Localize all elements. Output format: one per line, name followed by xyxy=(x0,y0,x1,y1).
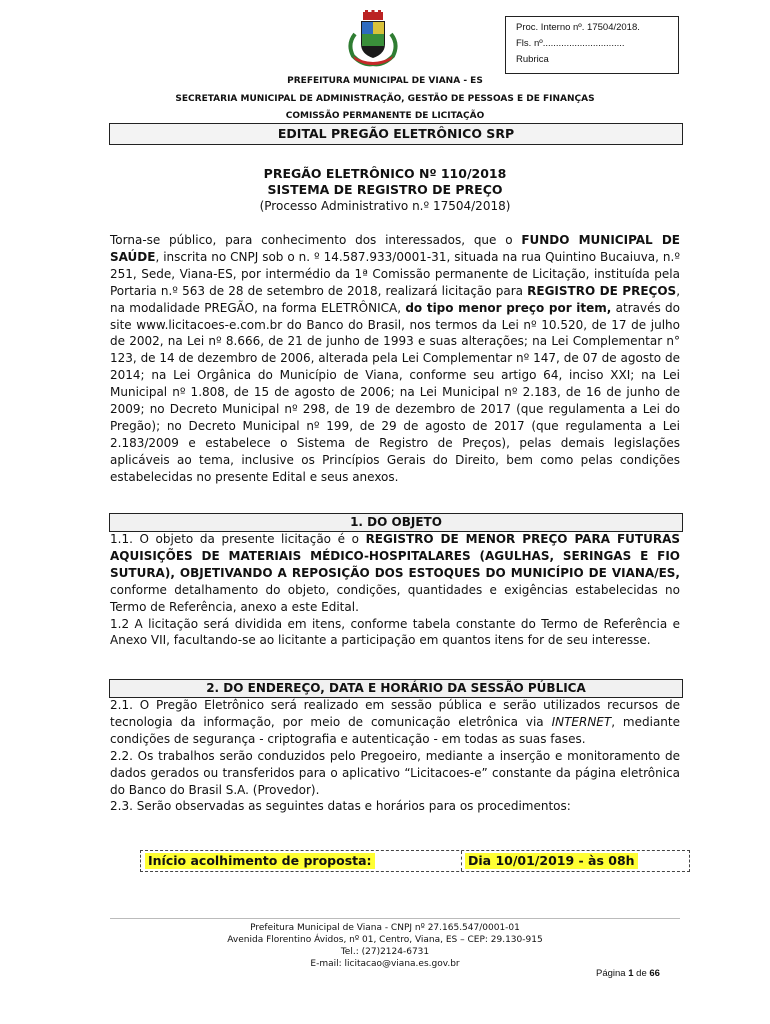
section-2-body: 2.1. O Pregão Eletrônico será realizado em sessão pública e serão utilizados recursos de tecnologia da informação, por meio de comunicação eletrônica via INTERNET, mediante condições de segurança - criptografia e autenticação - em todas as suas fases. 2.2. Os trabalhos serão conduzidos pelo Pregoeiro, mediante a inserção e monitoramento de dados gerados ou transferidos para o aplicativo “Licitacoes-e” constante da página eletrônica do Banco do Brasil S.A. (Provedor). 2.3. Serão observadas as seguintes datas e horários para os procedimentos: xyxy=(110,698,680,814)
section-1-body: 1.1. O objeto da presente licitação é o REGISTRO DE MENOR PREÇO PARA FUTURAS AQUISIÇÕES DE MATERIAIS MÉDICO-HOSPITALARES (AGULHAS, SERINGAS E FIO SUTURA), OBJETIVANDO A REPOSIÇÃO DOS ESTOQUES DO MUNICÍPIO DE VIANA/ES, conforme detalhamento do objeto, condições, quantidades e exigências estabelecidas no Termo de Referência, anexo a este Edital. 1.2 A licitação será dividida em itens, conforme tabela constante do Termo de Referência e Anexo VII, facultando-se ao licitante a participação em quantos itens for de seu interesse. xyxy=(110,532,680,648)
footer-phone: Tel.: (27)2124-6731 xyxy=(340,947,430,957)
section-2-title: 2. DO ENDEREÇO, DATA E HORÁRIO DA SESSÃO PÚBLICA xyxy=(109,679,683,698)
schedule-value: Dia 10/01/2019 - às 08h xyxy=(465,853,638,869)
intro-paragraph: Torna-se público, para conhecimento dos interessados, que o FUNDO MUNICIPAL DE SAÚDE, inscrita no CNPJ sob o n. º 14.587.933/0001-31, situada na rua Quintino Bucaiuva, n.º 251, Sede, Viana-ES, por intermédio da 1ª Comissão permanente de Licitação, instituída pela Portaria n.º 563 de 28 de setembro de 2018, realizará licitação para REGISTRO DE PREÇOS, na modalidade PREGÃO, na forma ELETRÔNICA, do tipo menor preço por item, através do site www.licitacoes-e.com.br do Banco do Brasil, nos termos da Lei nº 10.520, de 17 de julho de 2002, na Lei nº 8.666, de 21 de junho de 1993 e suas alterações; na Lei Complementar n° 123, de 14 de dezembro de 2006, alterada pela Lei Complementar nº 147, de 07 de agosto de 2014; na Lei Orgânica do Município de Viana, conforme seu artigo 64, inciso XXI; na Lei Municipal nº 1.808, de 15 de agosto de 2006; na Lei Municipal nº 2.183, de 16 de junho de 2009; no Decreto Municipal nº 298, de 19 de dezembro de 2017 (que regulamenta a Lei do Pregão); no Decreto Municipal nº 199, de 29 de agosto de 2017 (que regulamenta a Lei 2.183/2009 e estabelece o Sistema de Registro de Preços), pelas demais legislações aplicáveis ao tema, inclusive os Princípios Gerais do Direito, bem como pelas condições estabelecidas no presente Edital e seus anexos. xyxy=(110,233,681,484)
section-1-2: 1.2 A licitação será dividida em itens, conforme tabela constante do Termo de Referência e Anexo VII, facultando-se ao licitante a participação em quantos itens for de seu interesse. xyxy=(110,616,680,648)
protocol-stamp-box xyxy=(505,16,679,74)
sheet-number: Fls. nº............................... xyxy=(516,38,625,49)
prefeitura-header: PREFEITURA MUNICIPAL DE VIANA - ES xyxy=(287,76,483,86)
municipal-crest-logo xyxy=(343,10,403,68)
registro-preco-title: SISTEMA DE REGISTRO DE PREÇO xyxy=(267,182,503,197)
footer-cnpj: Prefeitura Municipal de Viana - CNPJ nº 27.165.547/0001-01 xyxy=(250,923,520,933)
secretaria-header: SECRETARIA MUNICIPAL DE ADMINISTRAÇÃO, GESTÃO DE PESSOAS E DE FINANÇAS xyxy=(175,94,595,104)
processo-administrativo: (Processo Administrativo n.º 17504/2018) xyxy=(259,199,511,213)
schedule-table-row xyxy=(140,850,690,872)
process-number: Proc. Interno nº. 17504/2018. xyxy=(516,22,640,33)
schedule-label: Início acolhimento de proposta: xyxy=(145,853,375,869)
pregao-number: PREGÃO ELETRÔNICO Nº 110/2018 xyxy=(263,166,507,181)
section-2-3: 2.3. Serão observadas as seguintes datas e horários para os procedimentos: xyxy=(110,799,571,814)
comissao-header: COMISSÃO PERMANENTE DE LICITAÇÃO xyxy=(285,111,485,121)
section-2-2: 2.2. Os trabalhos serão conduzidos pelo Pregoeiro, mediante a inserção e monitoramento de dados gerados ou transferidos para o aplicativo “Licitacoes-e” constante da página eletrônica do Banco do Brasil S.A. (Provedor). xyxy=(110,748,680,797)
email-label: E-mail: xyxy=(310,959,342,969)
footer-address: Avenida Florentino Ávidos, nº 01, Centro, Viana, ES – CEP: 29.130-915 xyxy=(227,935,543,945)
rubrica-label: Rubrica xyxy=(516,54,549,65)
page-number: Página 1 de 66 xyxy=(596,968,660,979)
email-link[interactable]: licitacao@viana.es.gov.br xyxy=(344,959,460,969)
footer-divider xyxy=(110,918,680,919)
document-title: EDITAL PREGÃO ELETRÔNICO SRP xyxy=(109,123,683,145)
section-1-title: 1. DO OBJETO xyxy=(109,513,683,532)
